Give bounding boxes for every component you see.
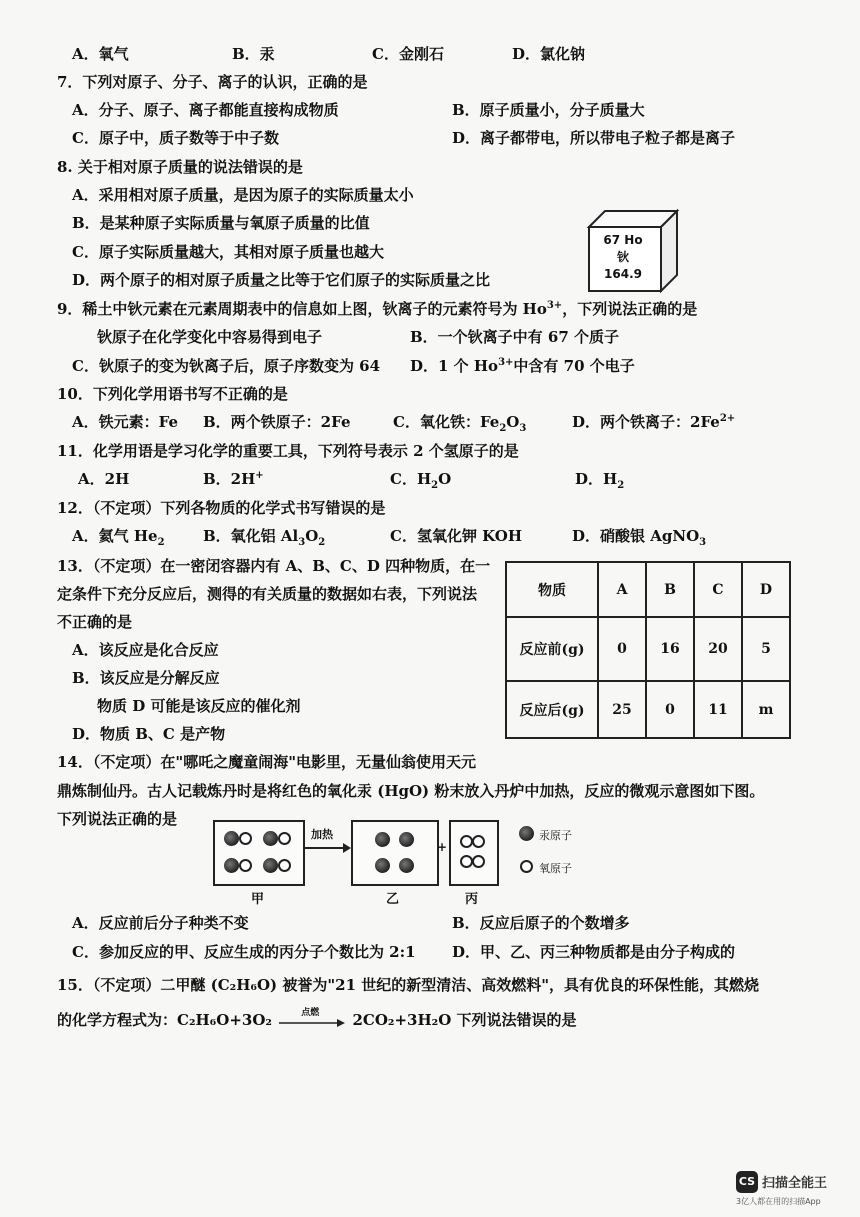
- table-cell: 20: [694, 617, 742, 681]
- legend-mercury-icon: [519, 826, 534, 841]
- q13-option-b: B．该反应是分解反应: [72, 669, 220, 687]
- q7-option-a: A．分子、原子、离子都能直接构成物质: [72, 101, 339, 119]
- label-yi: 乙: [386, 892, 400, 907]
- q12-stem: 12．（不定项）下列各物质的化学式书写错误的是: [57, 499, 386, 517]
- q6-option-a: A．氧气: [72, 45, 129, 63]
- box-jia: [213, 820, 305, 886]
- table-header-cell: D: [742, 562, 790, 617]
- table-header-row: [506, 562, 790, 617]
- q13-stem-line2: 定条件下充分反应后，测得的有关质量的数据如右表，下列说法: [57, 585, 478, 603]
- reaction-arrow: [305, 842, 351, 854]
- q12-option-b: B．氧化铝 $Al_3O_2$: [203, 527, 326, 548]
- table-cell: 25: [598, 681, 646, 738]
- q14-stem-line1: 14．（不定项）在"哪吒之魔童闹海"电影里，无量仙翁使用天元: [57, 753, 477, 771]
- table-cell: 0: [598, 617, 646, 681]
- table-row: [506, 617, 790, 681]
- mercury-atom: [399, 858, 414, 873]
- table-header-cell: B: [646, 562, 694, 617]
- mercury-atom: [224, 858, 239, 873]
- table-cell: 16: [646, 617, 694, 681]
- q10-option-b: B．两个铁原子：2Fe: [203, 413, 351, 431]
- q14-option-b: B．反应后原子的个数增多: [452, 914, 630, 932]
- q14-option-d: D．甲、乙、丙三种物质都是由分子构成的: [452, 943, 736, 961]
- element-mass: 164.9: [604, 267, 642, 281]
- q7-option-b: B．原子质量小，分子质量大: [452, 101, 645, 119]
- q8-option-a: A．采用相对原子质量，是因为原子的实际质量太小: [72, 186, 414, 204]
- mercury-atom: [263, 831, 278, 846]
- oxygen-atom: [472, 835, 485, 848]
- legend-mercury-label: 汞原子: [539, 829, 572, 842]
- q6-option-b: B．汞: [232, 45, 275, 63]
- equation-condition: 点燃: [301, 1008, 320, 1018]
- q7-stem: 7．下列对原子、分子、离子的认识，正确的是: [57, 73, 368, 91]
- q12-option-a: A．氦气 $He_2$: [72, 527, 165, 548]
- table-cell: 5: [742, 617, 790, 681]
- arrow-label: 加热: [311, 828, 333, 841]
- q7-option-c: C．原子中，质子数等于中子数: [72, 129, 279, 147]
- legend-oxygen-icon: [520, 860, 533, 873]
- oxygen-atom: [239, 832, 252, 845]
- label-jia: 甲: [251, 892, 265, 907]
- oxygen-atom: [239, 859, 252, 872]
- q7-option-d: D．离子都带电，所以带电子粒子都是离子: [452, 129, 736, 147]
- q14-stem-line2: 鼎炼制仙丹。古人记载炼丹时是将红色的氧化汞 (HgO) 粉末放入丹炉中加热，反应的微观示意图如下图。: [57, 782, 765, 800]
- camscanner-logo-icon: CS: [736, 1171, 758, 1193]
- equation-arrow: [277, 1008, 347, 1028]
- q12-option-c: C．氢氧化钾 KOH: [390, 527, 523, 545]
- element-number-symbol: 67 Ho: [603, 233, 643, 247]
- q10-stem: 10．下列化学用语书写不正确的是: [57, 385, 288, 403]
- q14-option-a: A．反应前后分子种类不变: [72, 914, 249, 932]
- q11-option-a: A．2H: [78, 470, 130, 488]
- table-cell: m: [742, 681, 790, 738]
- table-cell: 反应后(g): [506, 681, 598, 738]
- q8-option-c: C．原子实际质量越大，其相对原子质量也越大: [72, 243, 384, 261]
- table-row: [506, 681, 790, 738]
- q9-option-d: D．1 个 $Ho^{3+}$中含有 70 个电子: [410, 357, 635, 375]
- q13-stem-line1: 13．（不定项）在一密闭容器内有 A、B、C、D 四种物质，在一: [57, 557, 491, 575]
- q14-option-c: C．参加反应的甲、反应生成的丙分子个数比为 2:1: [72, 943, 416, 961]
- mercury-atom: [263, 858, 278, 873]
- reaction-diagram: [213, 820, 633, 910]
- box-bing: [449, 820, 499, 886]
- mercury-atom: [375, 858, 390, 873]
- legend-oxygen-label: 氧原子: [539, 862, 572, 875]
- table-cell: 反应前(g): [506, 617, 598, 681]
- element-name: 钬: [616, 250, 629, 264]
- q11-option-d: D．$H_2$: [575, 470, 625, 491]
- mercury-atom: [399, 832, 414, 847]
- q13-stem-line3: 不正确的是: [57, 613, 133, 631]
- q15-stem-line1: 15．（不定项）二甲醚 (C₂H₆O) 被誉为"21 世纪的新型清洁、高效燃料"，具有优良的环保性能，其燃烧: [57, 976, 760, 994]
- q11-stem: 11．化学用语是学习化学的重要工具，下列符号表示 2 个氢原子的是: [57, 442, 519, 460]
- q8-option-d: D．两个原子的相对原子质量之比等于它们原子的实际质量之比: [72, 271, 491, 289]
- q11-option-b: B．2H+: [203, 470, 264, 488]
- table-cell: 0: [646, 681, 694, 738]
- q14-stem-line3: 下列说法正确的是: [57, 810, 178, 828]
- mass-data-table: [505, 561, 791, 739]
- q10-option-a: A．铁元素：Fe: [72, 413, 179, 431]
- mercury-atom: [375, 832, 390, 847]
- q9-option-b: B．一个钬离子中有 67 个质子: [410, 328, 619, 346]
- watermark-app-name: 扫描全能王: [762, 1176, 828, 1191]
- q10-option-d: D．两个铁离子：$2Fe^{2+}$: [572, 413, 736, 431]
- scanner-watermark: [736, 1169, 846, 1209]
- q9-stem: 9．稀土中钬元素在元素周期表中的信息如上图，钬离子的元素符号为 $Ho^{3+}$，下列说法正确的是: [57, 300, 698, 318]
- q9-option-c: C．钬原子的变为钬离子后，原子序数变为 64: [72, 357, 381, 375]
- q8-stem: 8. 关于相对原子质量的说法错误的是: [57, 158, 303, 176]
- q13-option-a: A．该反应是化合反应: [72, 641, 219, 659]
- q11-option-c: C．$H_2O$: [390, 470, 452, 491]
- q13-option-d: D．物质 B、C 是产物: [72, 725, 226, 743]
- watermark-tagline: 3亿人都在用的扫描App: [736, 1197, 821, 1206]
- q9-option-a: 钬原子在化学变化中容易得到电子: [97, 328, 323, 346]
- q13-option-c: 物质 D 可能是该反应的催化剂: [97, 697, 301, 715]
- q10-option-c: C．氧化铁：$Fe_2O_3$: [393, 413, 527, 434]
- q12-option-d: D．硝酸银 AgNO$_3$: [572, 527, 707, 548]
- oxygen-atom: [278, 859, 291, 872]
- table-header-cell: C: [694, 562, 742, 617]
- table-header-cell: 物质: [506, 562, 598, 617]
- q6-option-c: C．金刚石: [372, 45, 444, 63]
- mercury-atom: [224, 831, 239, 846]
- box-yi: [351, 820, 439, 886]
- plus-sign: +: [437, 840, 448, 854]
- label-bing: 丙: [465, 892, 479, 907]
- table-cell: 11: [694, 681, 742, 738]
- q15-equation: 的化学方程式为：C₂H₆O+3O₂ 点燃 2CO₂+3H₂O 下列说法错误的是: [57, 1010, 577, 1030]
- q6-option-d: D．氯化钠: [512, 45, 586, 63]
- oxygen-atom: [472, 855, 485, 868]
- element-card: [585, 207, 683, 295]
- table-header-cell: A: [598, 562, 646, 617]
- oxygen-atom: [278, 832, 291, 845]
- q8-option-b: B．是某种原子实际质量与氧原子质量的比值: [72, 214, 370, 232]
